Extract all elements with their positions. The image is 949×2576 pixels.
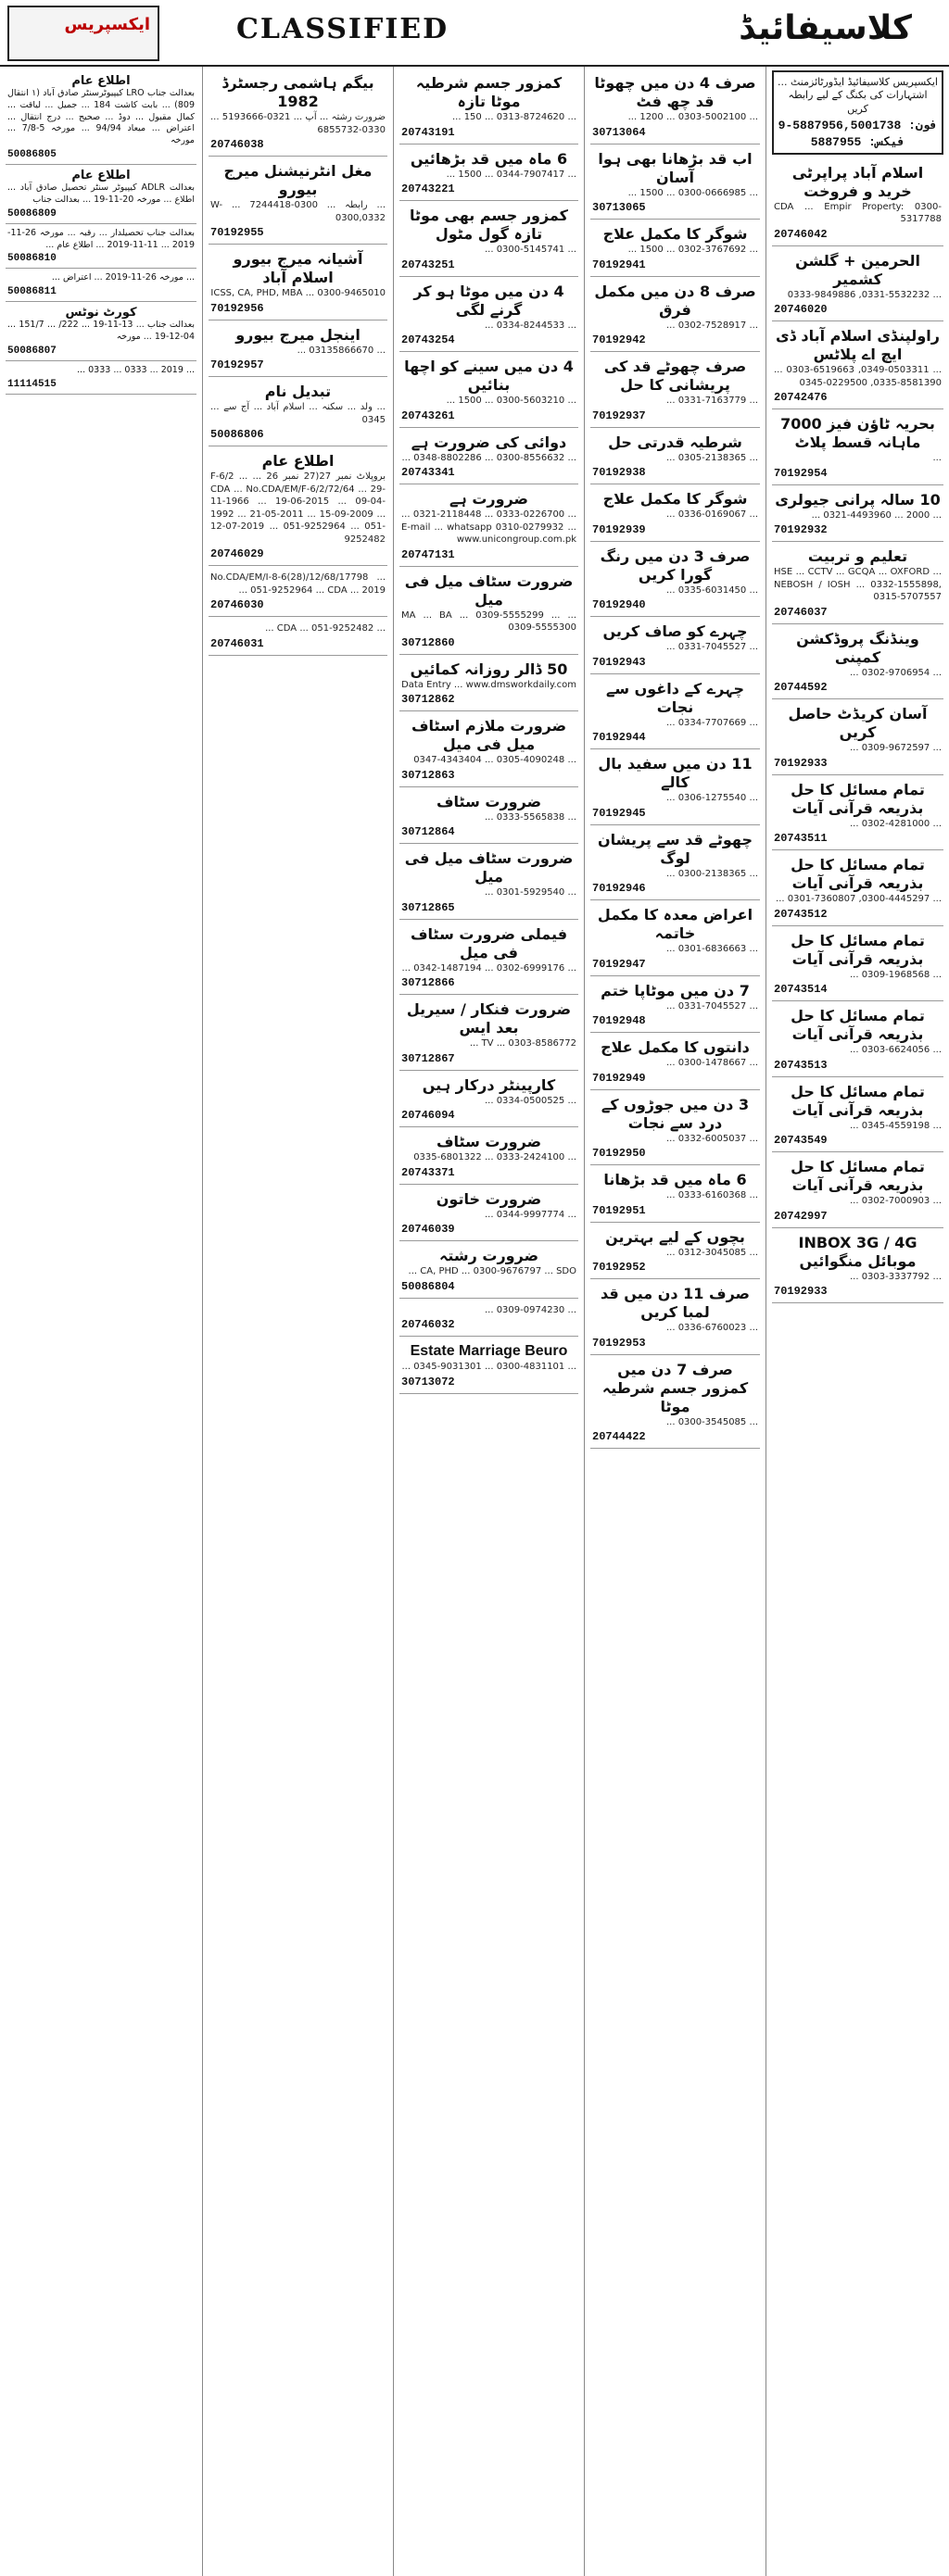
ad-body: ... 0300-5145741 ... bbox=[484, 245, 576, 255]
ad bbox=[772, 1154, 943, 1228]
ad-phone: 30712862 bbox=[401, 693, 455, 706]
ad-body: ... 0306-1275540 ... bbox=[665, 793, 758, 803]
ad bbox=[590, 619, 760, 674]
ad-title: 10 سالہ پرانی جیولری bbox=[775, 490, 941, 509]
ad-phone: 20746020 bbox=[774, 303, 828, 317]
ad-body: ... 0302-7528917 ... bbox=[665, 320, 758, 331]
ad-phone: 70192945 bbox=[592, 806, 646, 820]
ad-title: ضرورت سٹاف bbox=[436, 1133, 542, 1150]
ad-phone: 20743221 bbox=[401, 182, 455, 195]
ad-title: ضرورت سٹاف bbox=[436, 792, 542, 810]
ad bbox=[590, 1357, 760, 1450]
notice-body: بعدالت ADLR کیپیوٹر سنٹر تحصیل صادق آباد ... اطلاع ... مورخہ 20-11-19 ... بعدالت جناب bbox=[7, 182, 195, 205]
notice bbox=[6, 224, 196, 270]
booking-contact-box bbox=[772, 70, 943, 155]
ad-body: ... 0302-7000903 ... bbox=[849, 1196, 942, 1207]
ad bbox=[772, 852, 943, 926]
ad-body: ... 0300-2138365 ... bbox=[665, 868, 758, 879]
phone-number: 5887956,5001738-9 bbox=[778, 118, 902, 132]
ad-phone: 70192952 bbox=[592, 1261, 646, 1274]
ad-title: صرف 8 دن میں مکمل فرق bbox=[594, 282, 756, 319]
ad-phone: 20747131 bbox=[401, 547, 455, 561]
ad-title: چہرے کے داغوں سے نجات bbox=[605, 679, 745, 716]
ad bbox=[772, 777, 943, 851]
ad bbox=[590, 1035, 760, 1090]
ad bbox=[209, 448, 387, 566]
ad bbox=[399, 997, 578, 1071]
notice bbox=[6, 361, 196, 395]
ad-body: ... 0333-0226700 ... 0321-2118448 ... E-mail ... whatsapp 0310-0279932 ... www.unicongroup.com.pk bbox=[401, 509, 577, 545]
page-header bbox=[0, 0, 949, 67]
ad bbox=[772, 701, 943, 775]
ad-body: HSE ... CCTV ... GCQA ... OXFORD ... NEBOSH / IOSH ... 0332-1555898, 0315-5707557 bbox=[774, 567, 942, 603]
ad-body: ... 0334-7707669 ... bbox=[665, 717, 758, 728]
ad-body: Data Entry ... www.dmsworkdaily.com bbox=[401, 679, 576, 690]
ad-title: صرف چھوٹے قد کی پریشانی کا حل bbox=[603, 358, 747, 394]
ad bbox=[590, 978, 760, 1034]
ad-title: تمام مسائل کا حل بذریعہ قرآنی آیات bbox=[791, 1082, 925, 1119]
ad-phone: 70192948 bbox=[592, 1014, 646, 1027]
contact-fax bbox=[778, 135, 938, 149]
fax-number: 5887955 bbox=[810, 134, 862, 149]
ad-phone: 70192957 bbox=[210, 358, 264, 371]
ad-phone: 20743549 bbox=[774, 1134, 828, 1148]
ad bbox=[399, 70, 578, 145]
ad-body: ... 0331-7045527 ... bbox=[665, 1000, 758, 1012]
notice-phone: 50086809 bbox=[7, 207, 57, 220]
ad-title: صرف 3 دن میں رنگ گورا کریں bbox=[600, 547, 751, 584]
ad-phone: 20746094 bbox=[401, 1109, 455, 1122]
ad-title: 4 دن میں موٹا ہو کر گرنے لگی bbox=[413, 282, 564, 319]
ad-title: 11 دن میں سفید بال کالے bbox=[598, 755, 753, 791]
ad-phone: 70192938 bbox=[592, 466, 646, 479]
ad-phone: 20746042 bbox=[774, 227, 828, 241]
ad bbox=[399, 354, 578, 428]
ad-title: اسلام آباد پراپرٹی خرید و فروخت bbox=[791, 163, 924, 200]
ad-title: ضرورت خاتون bbox=[436, 1189, 542, 1208]
ad-title: تمام مسائل کا حل بذریعہ قرآنی آیات bbox=[791, 1007, 925, 1044]
ad-title: دانتوں کا مکمل علاج bbox=[601, 1038, 750, 1056]
ad-phone: 70192937 bbox=[592, 408, 646, 422]
ad-title: کارپینٹر درکار ہیں bbox=[422, 1075, 556, 1094]
ad-body: ... 0344-9997774 ... bbox=[484, 1209, 576, 1220]
ad-body: ... 0305-2138365 ... bbox=[665, 452, 758, 463]
ad bbox=[399, 279, 578, 353]
ad-body: ... 0331-7045527 ... bbox=[665, 642, 758, 652]
ad-body: ... 0302-3767692 ... 1500 ... bbox=[627, 245, 758, 255]
ad bbox=[590, 902, 760, 976]
ad-body: ... CDA ... 051-9252482 ... bbox=[265, 623, 386, 634]
ad-phone: 70192949 bbox=[592, 1071, 646, 1085]
ad-phone: 20743341 bbox=[401, 466, 455, 479]
ad-phone: 30712864 bbox=[401, 825, 455, 838]
ad-body: ... MA ... BA ... 0309-5555299 ... 0309-5555300 bbox=[401, 609, 577, 633]
column-3 bbox=[393, 67, 584, 2576]
ad-phone: 30712866 bbox=[401, 976, 455, 989]
ad-body: ... 0331-7163779 ... bbox=[665, 396, 758, 406]
ad-title: آشیانہ میرج بیورو اسلام آباد bbox=[233, 250, 363, 286]
notice-body: بعدالت جناب ... 13-11-19 ... 222/ ... 151/7 ... 04-12-19 ... مورخہ bbox=[7, 320, 195, 342]
ad bbox=[590, 146, 760, 220]
ad bbox=[590, 827, 760, 901]
ad bbox=[399, 789, 578, 845]
ad-phone: 20743511 bbox=[774, 832, 828, 846]
ad bbox=[772, 160, 943, 246]
ad-phone: 70192956 bbox=[210, 301, 264, 315]
ad-title: ضرورت ملازم اسٹاف میل فی میل bbox=[411, 717, 567, 753]
ad-body: ... 0336-6760023 ... bbox=[665, 1323, 758, 1333]
ad bbox=[399, 146, 578, 202]
ad-body: CA, PHD ... 0300-9676797 ... SDO ... bbox=[408, 1266, 576, 1276]
ad-title: اعراض معدہ کا مکمل خاتمہ bbox=[597, 906, 753, 942]
ad-phone: 20746038 bbox=[210, 138, 264, 151]
ad-phone: 20743514 bbox=[774, 983, 828, 997]
ad-title: صرف 4 دن میں چھوٹا قد چھ فٹ bbox=[594, 74, 756, 110]
ad bbox=[590, 1092, 760, 1166]
columns bbox=[0, 67, 949, 2576]
ad-title: دوائی کی ضرورت ہے bbox=[411, 433, 567, 451]
ad-body: ... 0336-0169067 ... bbox=[665, 509, 758, 520]
ad bbox=[772, 1230, 943, 1304]
ad-phone: 20746032 bbox=[401, 1318, 455, 1331]
ad-body: ... 0309-0974230 ... bbox=[484, 1304, 576, 1315]
title-urdu: کلاسیفائیڈ bbox=[739, 9, 912, 47]
ad-body: ... 2000 ... 0321-4493960 ... bbox=[811, 509, 942, 521]
ad bbox=[772, 248, 943, 322]
ad-phone: 70192941 bbox=[592, 258, 646, 271]
ad-title: مغل انٹرنیشنل میرج بیورو bbox=[223, 162, 373, 198]
ad-body: ... 0349-0503311, 0303-6519663 ... 0335-8581390, 0345-0229500 bbox=[774, 365, 942, 388]
ad-phone: 20743512 bbox=[774, 907, 828, 921]
ad-phone: 50086804 bbox=[401, 1279, 455, 1293]
ad-title: تمام مسائل کا حل بذریعہ قرآنی آیات bbox=[791, 780, 925, 817]
notice-body: بعدالت جناب تحصیلدار ... رقبہ ... مورخہ 26-11-2019 ... 11-11-2019 ... اطلاع عام ... bbox=[7, 227, 195, 250]
ad-title: صرف 7 دن میں کمزور جسم شرطیہ موٹا bbox=[601, 1360, 749, 1415]
ad bbox=[399, 922, 578, 996]
ad-body: ... 0302-6999176 ... 0342-1487194 ... bbox=[401, 962, 576, 974]
ad-title: بیگم ہاشمی رجسٹرڈ 1982 bbox=[221, 74, 374, 110]
ad bbox=[399, 486, 578, 567]
column-5 bbox=[766, 67, 949, 2576]
ad bbox=[399, 203, 578, 277]
ad-body: بروپلاٹ نمبر 27(27 نمبر 26 ... F-6/2 ... CDA ... No.CDA/EM/F-6/2/72/64 ... 29-11-1966 ... 19-06-2015 ... 09-04-1992 ... 21-05-2011 ... 15-09-2009 ... 12-07-2019 ... 051-9252964 ... 051-9252482 bbox=[210, 471, 386, 545]
ad bbox=[209, 568, 387, 617]
ad-phone: 70192954 bbox=[774, 466, 828, 480]
ad-body: ... 0301-5929540 ... bbox=[484, 887, 576, 898]
ad-phone: 50086806 bbox=[210, 428, 264, 441]
ad bbox=[590, 354, 760, 428]
ad-title: کمزور جسم بھی موٹا تازہ گول مٹول bbox=[410, 207, 568, 243]
ad bbox=[209, 619, 387, 656]
ad-body: ... 0300-3545085 ... bbox=[665, 1416, 758, 1427]
fax-label: فیکس: bbox=[868, 134, 905, 149]
ad-title: بچوں کے لیے بہترین bbox=[605, 1227, 745, 1246]
ad-title: ضرورت فنکار / سیریل بعد ایس bbox=[406, 1000, 572, 1037]
ad-phone: 70192940 bbox=[592, 598, 646, 611]
ad-body: ... 0332-6005037 ... bbox=[665, 1133, 758, 1144]
ad bbox=[590, 1281, 760, 1355]
ad-body: ... 0312-3045085 ... bbox=[665, 1247, 758, 1258]
express-logo bbox=[7, 6, 159, 61]
ad bbox=[399, 430, 578, 485]
ad-phone: 70192939 bbox=[592, 522, 646, 536]
ad bbox=[399, 1073, 578, 1128]
ad-body: ... 0309-1968568 ... bbox=[849, 969, 942, 980]
ad bbox=[399, 1129, 578, 1185]
ad-title: وینڈنگ پروڈکشن کمپنی bbox=[796, 629, 919, 666]
ad-title: اینجل میرج بیورو bbox=[235, 325, 361, 344]
ad bbox=[590, 430, 760, 485]
ad-body: ... 03135866670 ... bbox=[297, 345, 386, 356]
ad bbox=[772, 323, 943, 409]
ad-phone: 70192942 bbox=[592, 333, 646, 346]
notice bbox=[6, 165, 196, 224]
column-1 bbox=[0, 67, 202, 2576]
ad-phone: 70192953 bbox=[592, 1336, 646, 1350]
ad-title: اطلاع عام bbox=[261, 452, 335, 470]
ad-title: آسان کریڈٹ حاصل کریں bbox=[788, 705, 928, 742]
notice-title: کورٹ نوٹس bbox=[65, 306, 137, 320]
ad-body: ... bbox=[932, 453, 942, 464]
ad bbox=[399, 657, 578, 712]
ad bbox=[590, 486, 760, 542]
ad-phone: 20746031 bbox=[210, 636, 264, 650]
ad bbox=[590, 70, 760, 145]
ad-body: ... 0301-6836663 ... bbox=[665, 944, 758, 954]
ad-title: تمام مسائل کا حل بذریعہ قرآنی آیات bbox=[791, 1158, 925, 1195]
ad-title: 6 ماہ میں قد بڑھائیں bbox=[410, 149, 568, 168]
ad-phone: 20743371 bbox=[401, 1165, 455, 1179]
ad-title: ضرورت رشتہ bbox=[438, 1247, 539, 1264]
notice bbox=[6, 302, 196, 361]
ad bbox=[590, 1167, 760, 1223]
ad bbox=[772, 487, 943, 543]
notice-phone: 50086811 bbox=[7, 286, 57, 298]
contact-phone bbox=[778, 119, 938, 132]
ad bbox=[399, 846, 578, 920]
notice-body: ... مورخہ 26-11-2019 ... اعتراض ... bbox=[51, 272, 195, 283]
ad-phone: 70192951 bbox=[592, 1203, 646, 1217]
ad-phone: 70192944 bbox=[592, 731, 646, 744]
ad-title: بحریہ ٹاؤن فیز 7000 ماہانہ قسط پلاٹ bbox=[780, 415, 935, 452]
column-2 bbox=[202, 67, 393, 2576]
ad-body: ... 0302-4281000 ... bbox=[849, 818, 942, 829]
ad-body: ... 0309-9672597 ... bbox=[849, 743, 942, 754]
ad-title: تمام مسائل کا حل بذریعہ قرآنی آیات bbox=[791, 856, 925, 893]
ad-title: شرطیہ قدرتی حل bbox=[608, 433, 742, 451]
ad-body: ICSS, CA, PHD, MBA ... 0300-9465010 bbox=[210, 288, 386, 298]
ad-phone: 70192933 bbox=[774, 756, 828, 770]
ad bbox=[399, 569, 578, 655]
ad bbox=[772, 626, 943, 700]
title-english: CLASSIFIED bbox=[236, 13, 449, 45]
ad bbox=[209, 158, 387, 245]
ad-body: ... 0333-6160368 ... bbox=[665, 1190, 758, 1200]
ad-phone: 70192947 bbox=[592, 957, 646, 971]
ad-phone: 20743251 bbox=[401, 258, 455, 271]
ad-phone: 70192932 bbox=[774, 523, 828, 537]
ad-phone: 20743254 bbox=[401, 333, 455, 346]
ad-title: 6 ماہ میں قد بڑھانا bbox=[603, 1171, 747, 1188]
ad-phone: 70192933 bbox=[774, 1285, 828, 1299]
ad-body: ... ولد ... سکنہ ... اسلام آباد ... آج سے ... 0345 bbox=[210, 402, 386, 425]
ad bbox=[590, 1225, 760, 1280]
ad-body: ... رابطہ ... 0300-7244418 ... W-0300,0332 bbox=[210, 200, 386, 223]
ad bbox=[209, 379, 387, 446]
ad-title: تعلیم و تربیت bbox=[807, 547, 908, 566]
ad-body: ... 0331-5532232, 0333-9849886 bbox=[787, 289, 942, 300]
ad-title: راولپنڈی اسلام آباد ڈی ایچ اے پلاٹس bbox=[776, 327, 940, 364]
notice-body: ... 2019 ... 0333 ... 0333 ... bbox=[77, 364, 195, 375]
ad bbox=[590, 751, 760, 825]
notice-body: بعدالت جناب LRO کیپیوٹرسنٹر صادق آباد (۱ انتقال 809) ... بابت کاشت 184 ... جمیل ... لیاقت ... کمال مقبول ... دوڈ ... صحیح ... درج انتقال ... اعتراض ... میعاد 94/94 ... مورخہ 5-7/8 ... مورخہ bbox=[7, 88, 196, 146]
phone-label: فون: bbox=[908, 118, 938, 132]
ad-body: ضرورت رشتہ ... آپ ... 0321-5193666 ... 0330-6855732 bbox=[210, 112, 386, 135]
ad bbox=[772, 411, 943, 485]
ad-title: صرف 11 دن میں قد لمبا کریں bbox=[601, 1285, 750, 1321]
ad-body: ... 0303-3337792 ... bbox=[849, 1271, 942, 1282]
ad-phone: 30712865 bbox=[401, 900, 455, 914]
ad-title: اب قد بڑھانا بھی ہوا آسان bbox=[598, 149, 753, 186]
ad-title: 50 ڈالر روزانہ کمائیں bbox=[410, 660, 568, 678]
ad-body: ... 0300-5603210 ... 1500 ... bbox=[446, 396, 576, 406]
ad bbox=[399, 1338, 578, 1394]
ad-phone: 30712867 bbox=[401, 1051, 455, 1065]
ad-title: Estate Marriage Beuro bbox=[410, 1343, 568, 1359]
ad-body: ... 0300-4831101 ... 0345-9031301 ... bbox=[401, 1362, 576, 1372]
ad bbox=[399, 1243, 578, 1299]
ad-body: ... 0300-8556632 ... 0348-8802286 ... bbox=[401, 452, 576, 463]
ad-phone: 70192943 bbox=[592, 655, 646, 669]
ad-phone: 30712863 bbox=[401, 768, 455, 782]
ad bbox=[590, 544, 760, 618]
ad-phone: 20746039 bbox=[401, 1223, 455, 1236]
ad-body: ... 0344-7907417 ... 1500 ... bbox=[446, 169, 576, 180]
ad-title: 7 دن میں موٹاپا ختم bbox=[601, 981, 750, 999]
ad-title: فیملی ضرورت سٹاف فی میل bbox=[410, 924, 568, 961]
ad-body: ... 0333-5565838 ... bbox=[484, 811, 576, 823]
ad-body: CDA ... Empir Property: 0300-5317788 bbox=[774, 201, 942, 225]
ad-phone: 20742997 bbox=[774, 1209, 828, 1223]
ad-body: ... 0345-4559198 ... bbox=[849, 1120, 942, 1131]
ad bbox=[209, 70, 387, 157]
ad-body: ... 0313-8724620 ... 150 ... bbox=[451, 112, 576, 122]
ad-title: ضرورت سٹاف میل فی میل bbox=[404, 849, 574, 886]
ad-phone: 30713065 bbox=[592, 201, 646, 214]
ad-phone: 30713072 bbox=[401, 1375, 455, 1389]
ad-phone: 70192946 bbox=[592, 882, 646, 895]
notice-phone: 50086810 bbox=[7, 253, 57, 265]
ad-title: چہرے کو صاف کریں bbox=[602, 622, 748, 640]
ad-phone: 70192950 bbox=[592, 1147, 646, 1160]
notice bbox=[6, 269, 196, 302]
ad-body: ... 0334-8244533 ... bbox=[484, 320, 576, 331]
ad-title: ضرورت ہے bbox=[449, 490, 528, 508]
notice-title: اطلاع عام bbox=[71, 169, 131, 183]
ad-body: ... No.CDA/EM/I-8-6(28)/12/68/17798 ... 051-9252964 ... CDA ... 2019 bbox=[210, 572, 386, 596]
ad-title: تمام مسائل کا حل بذریعہ قرآنی آیات bbox=[791, 931, 925, 968]
ad-body: ... 0334-0500525 ... bbox=[484, 1095, 576, 1106]
ad bbox=[772, 1003, 943, 1077]
ad-body: ... 0305-4090248 ... 0347-4343404 bbox=[413, 755, 576, 765]
ad-body: ... 0333-2424100 ... 0335-6801322 bbox=[413, 1152, 576, 1162]
ad bbox=[209, 246, 387, 320]
notice-phone: 50086807 bbox=[7, 345, 57, 357]
notice-phone: 11114515 bbox=[7, 378, 57, 390]
notice-title: اطلاع عام bbox=[71, 74, 131, 88]
ad-body: ... 0300-0666985 ... 1500 ... bbox=[627, 187, 758, 198]
ad-body: ... 0300-1478667 ... bbox=[665, 1058, 758, 1068]
ad bbox=[399, 1187, 578, 1242]
ad-title: شوگر کا مکمل علاج bbox=[602, 490, 748, 508]
ad bbox=[590, 279, 760, 353]
ad-phone: 20743261 bbox=[401, 408, 455, 422]
ad bbox=[772, 1079, 943, 1153]
ad-body: ... 0303-5002100 ... 1200 ... bbox=[627, 112, 758, 122]
column-4 bbox=[584, 67, 766, 2576]
ad-phone: 20746029 bbox=[210, 547, 264, 560]
ad-body: ... 0303-6624056 ... bbox=[849, 1045, 942, 1056]
ad bbox=[399, 713, 578, 787]
ad bbox=[772, 544, 943, 624]
ad-phone: 30713064 bbox=[592, 125, 646, 139]
ad bbox=[590, 676, 760, 750]
ad-phone: 20743191 bbox=[401, 125, 455, 139]
ad-phone: 20743513 bbox=[774, 1058, 828, 1072]
ad-body: TV ... 0303-8586772 ... bbox=[469, 1038, 576, 1049]
ad-phone: 20742476 bbox=[774, 391, 828, 405]
ad-title: کمزور جسم شرطیہ موٹا تازہ bbox=[415, 74, 563, 110]
ad-title: تبدیل نام bbox=[264, 383, 332, 400]
ad-body: ... 0300-4445297, 0301-7360807 ... bbox=[776, 894, 942, 905]
ad bbox=[209, 322, 387, 378]
ad-title: الحرمین + گلشن کشمیر bbox=[795, 251, 920, 288]
ad-phone: 30712860 bbox=[401, 635, 455, 649]
ad bbox=[772, 928, 943, 1002]
ad bbox=[590, 221, 760, 277]
ad-body: ... 0335-6031450 ... bbox=[665, 584, 758, 596]
ad-title: شوگر کا مکمل علاج bbox=[602, 225, 748, 243]
ad-title: ضرورت سٹاف میل فی میل bbox=[404, 572, 574, 609]
notice-phone: 50086805 bbox=[7, 149, 57, 161]
contact-text: ایکسپریس کلاسیفائیڈ ایڈورٹائزمنٹ ... اشتہارات کی بکنگ کے لیے رابطہ کریں bbox=[778, 76, 938, 115]
ad-phone: 20744422 bbox=[592, 1430, 646, 1443]
ad-title: 3 دن میں جوڑوں کے درد سے نجات bbox=[601, 1095, 750, 1132]
ad-phone: 20746037 bbox=[774, 605, 828, 619]
ad-phone: 20746030 bbox=[210, 598, 264, 611]
notice bbox=[6, 70, 196, 165]
ad-title: 4 دن میں سینے کو اچھا بنائیں bbox=[404, 358, 574, 394]
ad-title: چھوٹے قد سے پریشان لوگ bbox=[598, 830, 753, 867]
ad-phone: 20744592 bbox=[774, 681, 828, 695]
ad-body: ... 0302-9706954 ... bbox=[849, 667, 942, 678]
ad bbox=[399, 1301, 578, 1338]
ad-title: INBOX 3G / 4G موبائل منگوائیں bbox=[798, 1233, 917, 1270]
logo-text: ایکسپریس bbox=[64, 15, 150, 34]
ad-phone: 70192955 bbox=[210, 226, 264, 239]
